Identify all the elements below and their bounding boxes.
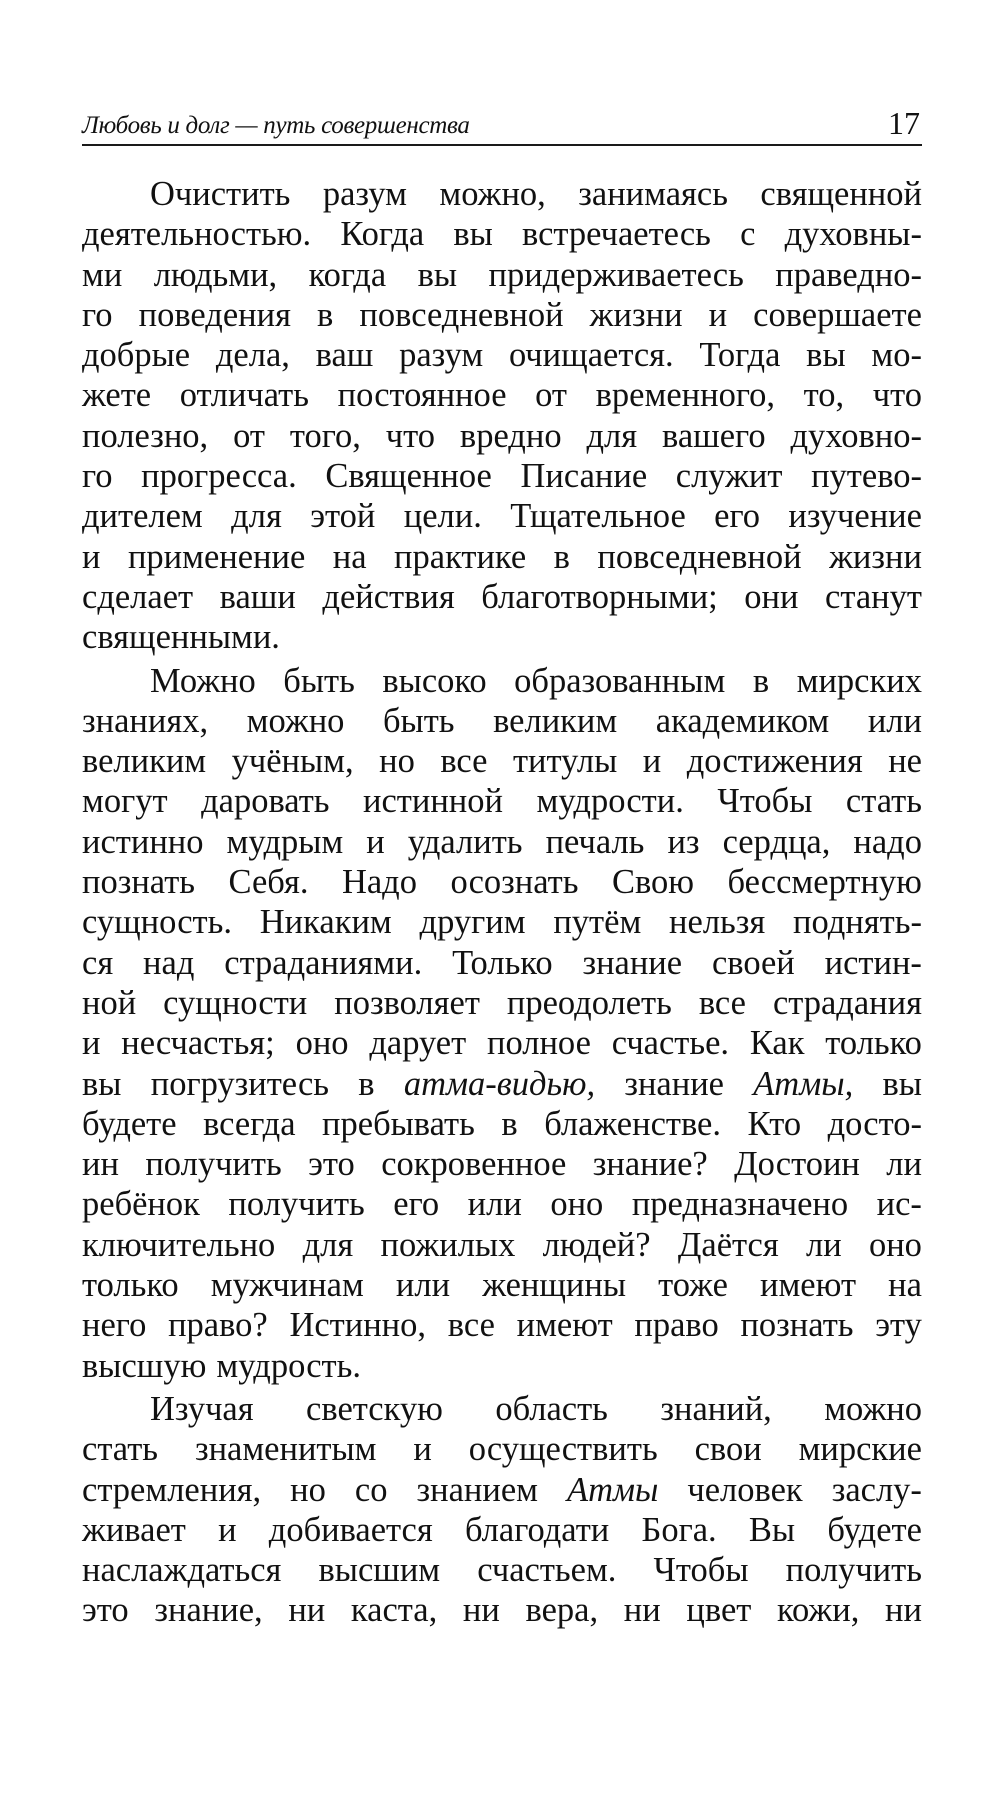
- word: страдания: [772, 983, 922, 1022]
- word: и: [366, 822, 385, 861]
- word: Тщательное: [510, 497, 686, 536]
- word: быть: [382, 701, 455, 740]
- word: это: [308, 1145, 355, 1184]
- word: женщины: [482, 1266, 627, 1305]
- word: встречаетесь: [522, 215, 711, 254]
- text-line: [82, 537, 922, 577]
- word: все: [447, 1306, 495, 1345]
- word: того,: [289, 416, 361, 455]
- word: временного,: [595, 376, 775, 415]
- word: него: [82, 1306, 147, 1345]
- word: полное: [486, 1024, 591, 1063]
- page-number: 17: [888, 105, 920, 141]
- word: цвет: [686, 1591, 752, 1630]
- word: знанием: [416, 1470, 538, 1509]
- word: получить: [145, 1145, 282, 1184]
- word: будете: [82, 1104, 177, 1143]
- word: наслаждаться: [82, 1551, 282, 1590]
- word: этой: [310, 497, 376, 536]
- word: великим: [493, 701, 618, 740]
- word: быть: [283, 661, 355, 700]
- word: свои: [694, 1430, 762, 1469]
- word: осуществить: [468, 1430, 658, 1469]
- text-line: [82, 496, 922, 536]
- word: право: [634, 1306, 719, 1345]
- word: можно,: [439, 175, 546, 213]
- word: но: [379, 742, 415, 781]
- word: вредно: [459, 416, 562, 455]
- text-line: [82, 1184, 922, 1224]
- word: в: [752, 661, 770, 700]
- word: заслу-: [831, 1470, 922, 1509]
- word: познать: [82, 863, 196, 902]
- text-line: [82, 1144, 922, 1184]
- text-line: [82, 1023, 922, 1063]
- word: имеют: [760, 1266, 857, 1305]
- word: великим: [82, 742, 207, 781]
- word: совершаете: [753, 295, 922, 334]
- word: постоянное: [337, 376, 507, 415]
- text-line: [82, 862, 922, 902]
- word: разум: [399, 336, 484, 375]
- word: высшим: [318, 1551, 441, 1590]
- word: добивается: [268, 1510, 433, 1549]
- word: в: [317, 295, 334, 334]
- word: знаний,: [660, 1389, 772, 1428]
- word: академиком: [655, 701, 830, 740]
- word: вы: [417, 255, 458, 294]
- text-line: [82, 456, 922, 496]
- word: получить: [228, 1185, 365, 1224]
- word: ни: [885, 1591, 922, 1630]
- word: придерживаетесь: [488, 255, 744, 294]
- word: образованным: [514, 661, 726, 700]
- word: мужчинам: [210, 1266, 364, 1305]
- word: своей: [711, 943, 795, 982]
- word: сделает: [82, 577, 194, 616]
- word: от: [233, 416, 265, 455]
- word: удалить: [407, 822, 523, 861]
- word: на: [332, 537, 367, 576]
- word: Атмы,: [753, 1064, 854, 1103]
- word: и: [413, 1430, 432, 1469]
- word: сущность.: [82, 903, 232, 942]
- word: путево-: [811, 457, 922, 496]
- word: ключительно: [82, 1225, 276, 1264]
- word: вера,: [525, 1591, 599, 1630]
- word: но: [290, 1470, 326, 1509]
- word: духовны-: [784, 215, 922, 254]
- word: Достоин: [734, 1145, 860, 1184]
- word: знание: [624, 1064, 724, 1103]
- word: и: [218, 1510, 237, 1549]
- text-line: [82, 174, 922, 214]
- word: из: [667, 822, 700, 861]
- word: для: [586, 416, 638, 455]
- word: они: [744, 577, 799, 616]
- word: вы: [806, 336, 846, 375]
- word: знаниях,: [82, 701, 209, 740]
- word: или: [867, 701, 922, 740]
- text-line: [82, 822, 922, 862]
- word: мудрым: [226, 822, 344, 861]
- word: жизни: [589, 295, 683, 334]
- word: живает: [82, 1510, 186, 1549]
- word: вашего: [662, 416, 766, 455]
- paragraph: [82, 661, 922, 1386]
- word: его: [714, 497, 761, 536]
- word: Надо: [341, 863, 417, 902]
- word: дарует: [369, 1024, 467, 1063]
- word: Бога.: [641, 1510, 717, 1549]
- word: высоко: [382, 661, 487, 700]
- word: оно: [550, 1185, 604, 1224]
- word: ся: [82, 943, 114, 982]
- word: всегда: [203, 1104, 296, 1143]
- text-line: [82, 416, 922, 456]
- word: ваш: [315, 336, 374, 375]
- text-line: [82, 1429, 922, 1469]
- word: печаль: [545, 822, 645, 861]
- word: Даётся: [677, 1225, 779, 1264]
- word: над: [143, 943, 195, 982]
- text-line: [82, 1470, 922, 1510]
- word: бессмертную: [727, 863, 922, 902]
- text-line: [82, 1104, 922, 1144]
- text-line: [82, 295, 922, 335]
- word: атма-видью,: [403, 1064, 596, 1103]
- word: Никаким: [259, 903, 392, 942]
- word: на: [888, 1266, 922, 1305]
- text-line: [82, 701, 922, 741]
- word: благодати: [464, 1510, 610, 1549]
- word: Истинно,: [289, 1306, 427, 1345]
- word: сущности: [163, 983, 308, 1022]
- word: позволяет: [334, 983, 480, 1022]
- word: путём: [553, 903, 642, 942]
- word: Писание: [520, 457, 648, 496]
- word: Священное: [325, 457, 492, 496]
- word: ни: [462, 1591, 500, 1630]
- word: дителем: [82, 497, 203, 536]
- text-line: [82, 741, 922, 781]
- word: Кто: [747, 1104, 802, 1143]
- word: Вы: [748, 1510, 796, 1549]
- word: предназначено: [631, 1185, 849, 1224]
- word: ин: [82, 1145, 119, 1184]
- text-line: [82, 1265, 922, 1305]
- word: можно: [246, 701, 345, 740]
- word: сердца,: [722, 822, 831, 861]
- word: священной: [760, 175, 922, 213]
- word: светскую: [306, 1389, 443, 1428]
- text-line: [82, 943, 922, 983]
- word: Свою: [611, 863, 695, 902]
- word: повседневной: [359, 295, 564, 334]
- text-line: [82, 1225, 922, 1265]
- text-line: [82, 781, 922, 821]
- word: могут: [82, 782, 168, 821]
- word: право?: [168, 1306, 268, 1345]
- word: дела,: [215, 336, 290, 375]
- word: полезно,: [82, 416, 209, 455]
- word: для: [302, 1225, 354, 1264]
- word: повседневной: [597, 537, 802, 576]
- word: Можно: [150, 661, 256, 700]
- word: человек: [687, 1470, 803, 1509]
- word: жизни: [829, 537, 922, 576]
- word: только: [825, 1024, 922, 1063]
- text-line: [82, 1510, 922, 1550]
- word: мудрость.: [216, 1346, 361, 1385]
- word: в: [553, 537, 570, 576]
- word: знание: [582, 943, 683, 982]
- word: область: [495, 1389, 608, 1428]
- word: отличать: [179, 376, 309, 415]
- word: преодолеть: [506, 983, 672, 1022]
- word: вы: [453, 215, 493, 254]
- text-line: [82, 1305, 922, 1345]
- word: с: [740, 215, 756, 254]
- word: ребёнок: [82, 1185, 200, 1224]
- word: мудрости.: [536, 782, 684, 821]
- word: жете: [82, 376, 152, 415]
- running-header: [82, 105, 922, 146]
- word: Чтобы: [653, 1551, 749, 1590]
- word: осознать: [450, 863, 579, 902]
- word: мирские: [798, 1430, 922, 1469]
- word: для: [231, 497, 282, 536]
- word: будете: [827, 1510, 922, 1549]
- word: не: [888, 742, 922, 781]
- word: ми: [82, 255, 123, 294]
- word: ли: [805, 1225, 842, 1264]
- word: очищается.: [508, 336, 674, 375]
- word: оно: [295, 1024, 349, 1063]
- word: действия: [322, 577, 455, 616]
- word: духовно-: [790, 416, 922, 455]
- word: счастье.: [611, 1024, 730, 1063]
- word: что: [385, 416, 436, 455]
- word: счастьем.: [477, 1551, 617, 1590]
- word: людей?: [542, 1225, 651, 1264]
- word: достижения: [686, 742, 863, 781]
- word: благотворными;: [481, 577, 718, 616]
- word: Как: [749, 1024, 805, 1063]
- word: нельзя: [669, 903, 766, 942]
- word: другим: [419, 903, 526, 942]
- word: титулы: [512, 742, 618, 781]
- word: Тогда: [699, 336, 781, 375]
- word: тоже: [658, 1266, 728, 1305]
- word: ли: [886, 1145, 922, 1184]
- word: священными.: [82, 618, 280, 657]
- word: Когда: [340, 215, 425, 254]
- word: изучение: [788, 497, 922, 536]
- word: кожи,: [777, 1591, 860, 1630]
- word: разум: [322, 175, 407, 213]
- word: деятельностью.: [82, 215, 312, 254]
- word: знание?: [592, 1145, 708, 1184]
- word: знание,: [154, 1591, 263, 1630]
- word: и: [708, 295, 728, 334]
- word: со: [354, 1470, 388, 1509]
- word: го: [82, 295, 113, 334]
- word: служит: [675, 457, 783, 496]
- body-text: [82, 174, 922, 1631]
- word: Только: [452, 943, 553, 982]
- text-line: [82, 617, 922, 657]
- word: все: [440, 742, 488, 781]
- word: праведно-: [775, 255, 922, 294]
- word: ни: [623, 1591, 661, 1630]
- text-line: [82, 1346, 922, 1386]
- word: его: [393, 1185, 440, 1224]
- word: ваши: [219, 577, 296, 616]
- text-line: [82, 255, 922, 295]
- word: занимаясь: [578, 175, 728, 213]
- text-line: [82, 661, 922, 701]
- word: пожилых: [380, 1225, 516, 1264]
- word: практике: [394, 537, 527, 576]
- word: вы: [82, 1064, 122, 1103]
- word: стать: [82, 1430, 159, 1469]
- text-line: [82, 1064, 922, 1104]
- word: сокровенное: [381, 1145, 567, 1184]
- word: мирских: [796, 661, 922, 700]
- word: поведения: [138, 295, 291, 334]
- word: Себя.: [228, 863, 309, 902]
- word: когда: [308, 255, 387, 294]
- word: Изучая: [150, 1389, 254, 1428]
- word: людьми,: [153, 255, 278, 294]
- word: то,: [803, 376, 845, 415]
- word: истинной: [363, 782, 503, 821]
- word: страданиями.: [224, 943, 423, 982]
- word: высшую: [82, 1346, 207, 1385]
- word: или: [467, 1185, 522, 1224]
- word: прогресса.: [141, 457, 297, 496]
- word: в: [358, 1064, 375, 1103]
- word: имеют: [516, 1306, 613, 1345]
- word: стать: [845, 782, 922, 821]
- word: истин-: [824, 943, 922, 982]
- word: даровать: [201, 782, 330, 821]
- text-line: [82, 577, 922, 617]
- word: и: [82, 1024, 101, 1063]
- text-line: [82, 1590, 922, 1630]
- word: это: [82, 1591, 129, 1630]
- word: досто-: [827, 1104, 922, 1143]
- word: цели.: [403, 497, 482, 536]
- text-line: [82, 335, 922, 375]
- word: ни: [288, 1591, 326, 1630]
- word: получить: [785, 1551, 922, 1590]
- word: в: [501, 1104, 518, 1143]
- text-line: [82, 214, 922, 254]
- word: каста,: [350, 1591, 438, 1630]
- word: мо-: [871, 336, 922, 375]
- word: надо: [853, 822, 922, 861]
- word: все: [698, 983, 746, 1022]
- word: знаменитым: [194, 1430, 377, 1469]
- word: можно: [824, 1389, 922, 1428]
- word: погрузитесь: [150, 1064, 330, 1103]
- word: только: [82, 1266, 179, 1305]
- word: от: [535, 376, 568, 415]
- text-line: [82, 983, 922, 1023]
- word: учёным,: [231, 742, 354, 781]
- word: вы: [882, 1064, 922, 1103]
- word: применение: [127, 537, 306, 576]
- word: что: [872, 376, 922, 415]
- word: поднять-: [793, 903, 922, 942]
- word: пребывать: [322, 1104, 475, 1143]
- word: или: [395, 1266, 451, 1305]
- paragraph: [82, 174, 922, 658]
- word: ис-: [876, 1185, 922, 1224]
- word: ной: [82, 983, 137, 1022]
- word: познать: [740, 1306, 854, 1345]
- running-title: Любовь и долг — путь совершенства: [82, 112, 470, 139]
- word: добрые: [82, 336, 191, 375]
- text-line: [82, 375, 922, 415]
- text-line: [82, 1550, 922, 1590]
- word: Атмы: [567, 1470, 659, 1509]
- word: оно: [868, 1225, 922, 1264]
- word: и: [82, 537, 101, 576]
- word: и: [642, 742, 662, 781]
- word: несчастья;: [121, 1024, 275, 1063]
- word: станут: [825, 577, 922, 616]
- word: Очистить: [150, 175, 291, 213]
- text-line: [82, 902, 922, 942]
- word: эту: [875, 1306, 922, 1345]
- word: блаженстве.: [544, 1104, 721, 1143]
- paragraph: [82, 1389, 922, 1631]
- word: го: [82, 457, 113, 496]
- text-line: [82, 1389, 922, 1429]
- word: Чтобы: [717, 782, 813, 821]
- word: стремления,: [82, 1470, 262, 1509]
- word: истинно: [82, 822, 204, 861]
